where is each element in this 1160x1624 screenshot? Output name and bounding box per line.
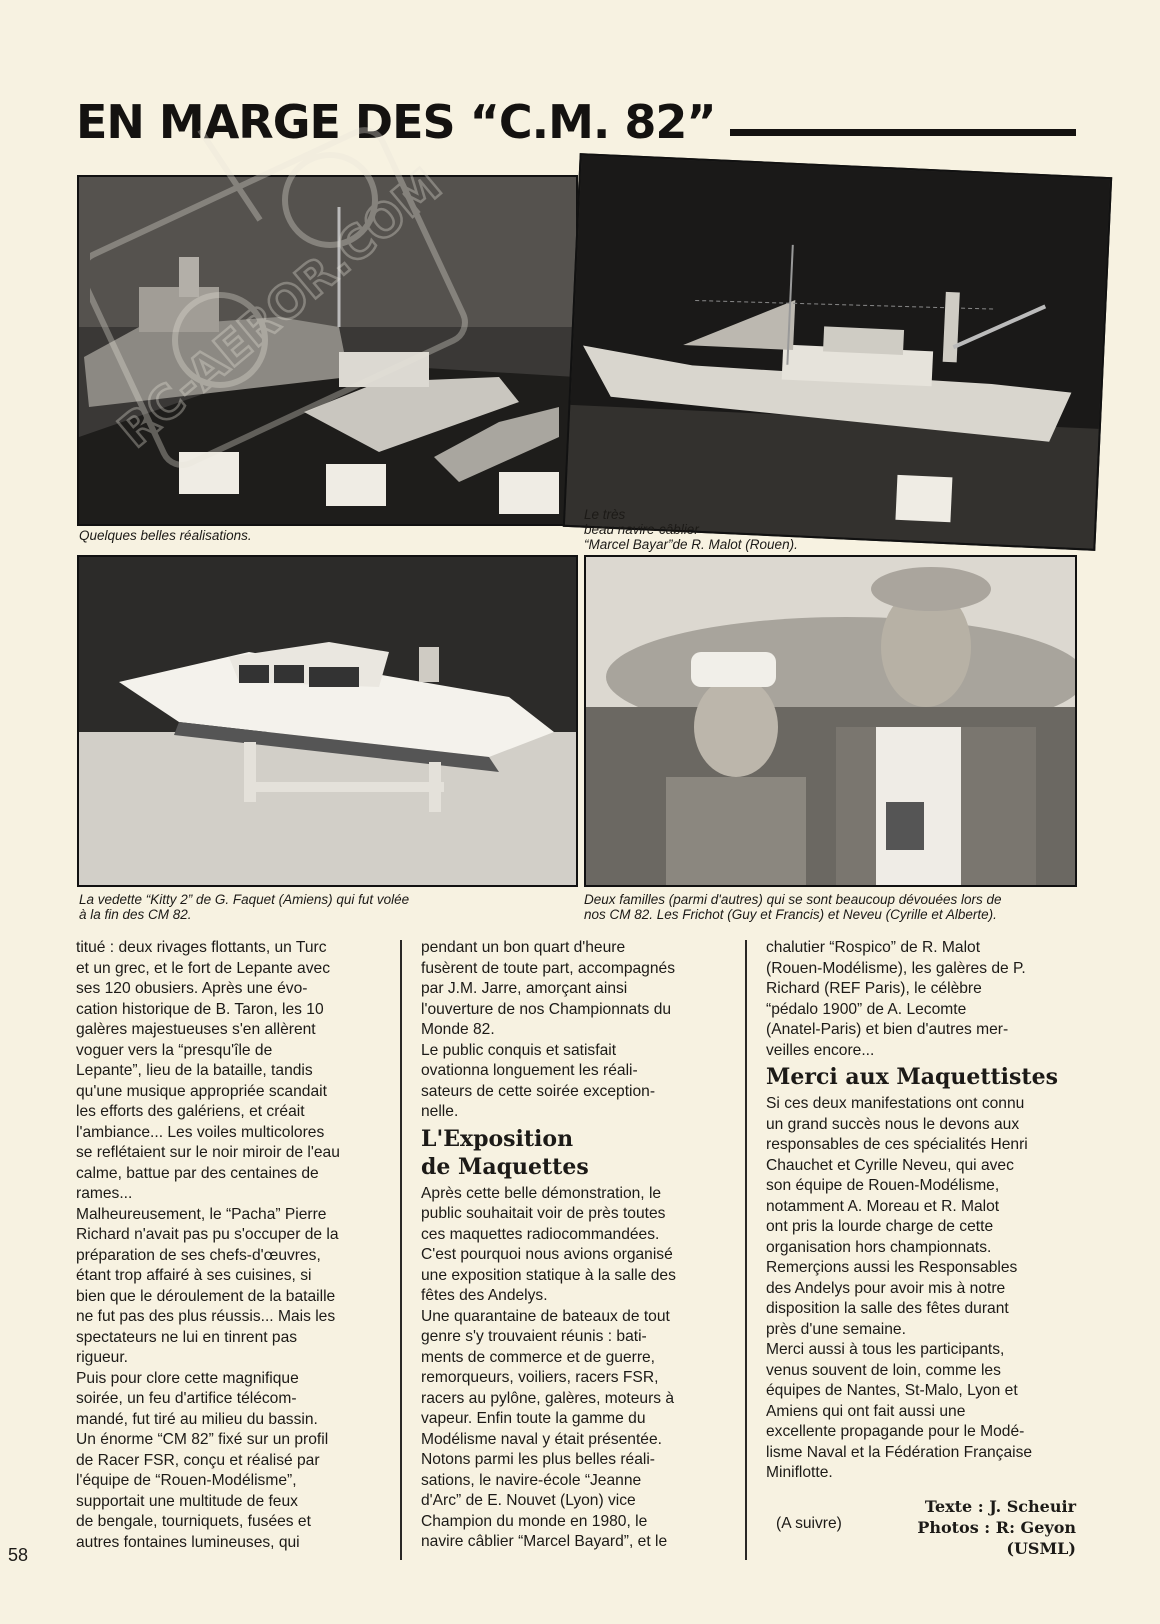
article-column-2: pendant un bon quart d'heure fusèrent de toute part, accompagnés par J.M. Jarre, amorçant ainsi l'ouverture de nos Championnats du Monde 82. Le public conquis et satisfait ovationna longuement les réali- sateurs de cette soirée exception- nelle. L'Exposition de Maquettes Après cette belle démonstration, le public souhaitait voir de près toutes ces maquettes radiocommandées. C'est pourquoi nous avions organisé une exposition statique à la salle des fêtes des Andelys. Une quarantaine de bateaux de tout genre s'y trouvaient réunis : bati- ments de commerce et de guerre, remorqueurs, voiliers, racers FSR, racers au pylône, galères, moteurs à vapeur. Enfin toute la gamme du Modélisme naval y était présentée. Notons parmi les plus belles réali- sations, le navire-école “Jeanne d'Arc” de E. Nouvet (Lyon) vice Champion du monde en 1980, le navire câblier “Marcel Bayard”, et le <box>421 938 731 1553</box>
exposition-heading: L'Exposition de Maquettes <box>421 1125 589 1180</box>
column-divider-2 <box>745 940 747 1560</box>
article-column-3: chalutier “Rospico” de R. Malot (Rouen-Modélisme), les galères de P. Richard (REF Paris), le célèbre “pédalo 1900” de A. Lecomte (Anatel-Paris) et bien d'autres mer- veilles encore... Merci aux Maquettistes Si ces deux manifestations ont connu un grand succès nous le devons aux responsables de ces spécialités Henri Chauchet et Cyrille Neveu, qui avec son équipe de Rouen-Modélisme, notamment A. Moreau et R. Malot ont pris la lourde charge de cette organisation hors championnats. Remerçions aussi les Responsables des Andelys pour avoir mis à notre disposition la salle des fêtes durant près d'une semaine. Merci aussi à tous les participants, venus souvent de loin, comme les équipes de Nantes, St-Malo, Lyon et Amiens qui ont fait aussi une excellente propagande pour le Modé- lisme Naval et la Fédération Française Miniflotte. <box>766 938 1086 1484</box>
merci-heading: Merci aux Maquettistes <box>766 1064 1058 1090</box>
cable-ship-photo <box>563 153 1112 551</box>
article-column-1: titué : deux rivages flottants, un Turc et un grec, et le fort de Lepante avec ses 120 obusiers. Après une évo- cation historique de B. Taron, les 10 galères majestueuses s'en allèrent voguer vers la “presqu'île de Lepante”, lieu de la bataille, tandis qu'une musique appropriée scandait les efforts des galériens, et créait l'ambiance... Les voiles multicolores se reflétaient sur le noir miroir de l'eau calme, battue par des centaines de rames... Malheureusement, le “Pacha” Pierre Richard n'avait pas pu s'occuper de la préparation de ses chefs-d'œuvres, étant trop affairé à ses cuisines, si bien que le déroulement de la bataille ne fut pas des plus réussis... Mais les spectateurs ne lui en tinrent pas rigueur. Puis pour clore cette magnifique soirée, un feu d'artifice télécom- mandé, fut tiré au milieu du bassin. Un énorme “CM 82” fixé sur un profil de Racer FSR, conçu et réalisé par l'équipe de “Rouen-Modélisme”, supportait une multitude de feux de bengale, tourniquets, fusées et autres fontaines lumineuses, qui <box>76 939 340 1551</box>
two-men-photo <box>584 555 1077 887</box>
cable-ship-caption: Le très beau navire-câblier “Marcel Bayar”de R. Malot (Rouen). <box>584 507 798 552</box>
two-men-caption: Deux familles (parmi d'autres) qui se sont beaucoup dévouées lors de nos CM 82. Les Frichot (Guy et Francis) et Neveu (Cyrille et Alberte). <box>584 892 1002 922</box>
kitty-boat-photo <box>77 555 578 887</box>
kitty-boat-caption: La vedette “Kitty 2” de G. Faquet (Amiens) qui fut volée à la fin des CM 82. <box>79 892 410 922</box>
page-number: 58 <box>8 1545 29 1565</box>
to-be-continued: (A suivre) <box>776 1515 842 1532</box>
headline-text: EN MARGE DES “C.M. 82” <box>76 95 716 149</box>
warships-caption: Quelques belles réalisations. <box>79 528 252 543</box>
column-divider-1 <box>400 940 402 1560</box>
headline-rule <box>730 129 1076 136</box>
article-credits: Texte : J. Scheuir Photos : R: Geyon (USML) <box>917 1497 1076 1558</box>
watermark-text: RC-AEROR.COM <box>107 157 452 459</box>
watermark-logo <box>90 110 510 470</box>
